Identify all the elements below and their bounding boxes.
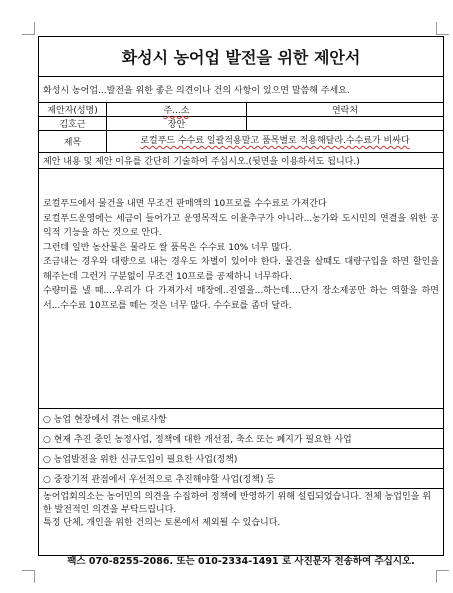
proposer-name: 김호근 (39, 117, 107, 130)
proposal-form (38, 36, 444, 556)
proposer-label: 제안자(성명) (39, 103, 107, 116)
subject-text (107, 131, 443, 152)
option-policy-improvement: ○ 현재 추진 중인 농정사업, 정책에 대한 개선점, 축소 또는 폐지가 필요한 사업 (39, 429, 443, 449)
proposer-contact (247, 117, 443, 130)
body-paragraph: 수량미를 낼 때....우리가 다 가져가서 매장에..진열을...하는데....단지 장소제공만 하는 역할을 하면서...수수료 10프로를 떼는 것은 너무 많다. 수수료를 좀더 달라. (43, 286, 439, 311)
body-paragraph: 그런데 일반 농산물은 물라도 쌀 품목은 수수료 10% 너무 많다. (43, 242, 292, 253)
body-paragraph: 조금내는 경우와 대량으로 내는 경우도 차별이 있어야 한다. 물건을 살때도 대량구입을 하면 할인을 해주는데 그런거 구분없이 무조건 10프로를 공제하니 너무하다. (43, 257, 439, 282)
subject-label: 제목 (39, 131, 107, 152)
option-new-projects: ○ 농업발전을 위한 신규도입이 필요한 사업(정책) (39, 449, 443, 469)
crop-mark-top-left (22, 22, 35, 35)
proposal-body (39, 169, 443, 409)
crop-mark-bottom-left (22, 570, 35, 583)
subject-value: 로컬푸드 수수료 일괄적용말고 품목별로 적용해달라.수수료가 비싸다 (140, 136, 410, 146)
body-paragraph: 로컬푸드에서 물건을 내면 무조건 판매액의 10프로를 수수료로 가져간다 (43, 199, 327, 209)
table-header-row (39, 103, 443, 117)
form-title: 화성시 농어업 발전을 위한 제안서 (39, 37, 443, 77)
crop-mark-top-right (436, 22, 449, 35)
option-field-issues: ○ 농업 현장에서 겪는 애로사항 (39, 409, 443, 429)
proposer-address: 장안 (107, 117, 247, 130)
form-intro: 화성시 농어업...발전을 위한 좋은 의견이나 건의 사항이 있으면 말씀해 주세요. (39, 77, 443, 103)
body-paragraph: 로컬푸드운영에는 세금이 들어가고 운영목적도 이윤추구가 아니라...농가와 도시민의 연결을 위한 공익적 기능을 하는 것으로 안다. (43, 213, 439, 238)
option-priority-projects: ○ 중장기적 관점에서 우선적으로 추진해야할 사업(정책) 등 (39, 469, 443, 489)
table-info-row (39, 117, 443, 131)
footer-notice (39, 489, 443, 532)
subject-row (39, 131, 443, 153)
writing-guide: 제안 내용 및 제안 이유를 간단히 기술하여 주십시오.(뒷면을 이용하셔도 됩니다.) (39, 153, 443, 169)
fax-instructions: 팩스 070-8255-2086. 또는 010-2334-1491 로 사진문자 전송하여 주십시오. (67, 556, 415, 567)
contact-label: 연락처 (331, 106, 359, 116)
footer-line: 특정 단체, 개인을 위한 건의는 토론에서 제외될 수 있습니다. (43, 518, 281, 528)
footer-line: 농어업회의소는 농어민의 의견을 수집하여 정책에 반영하기 위해 설립되었습니다. 전체 농업인을 위한 발전적인 의견을 부탁드립니다. (43, 492, 431, 515)
address-label: 주...소 (107, 103, 247, 116)
crop-mark-bottom-right (436, 570, 449, 583)
